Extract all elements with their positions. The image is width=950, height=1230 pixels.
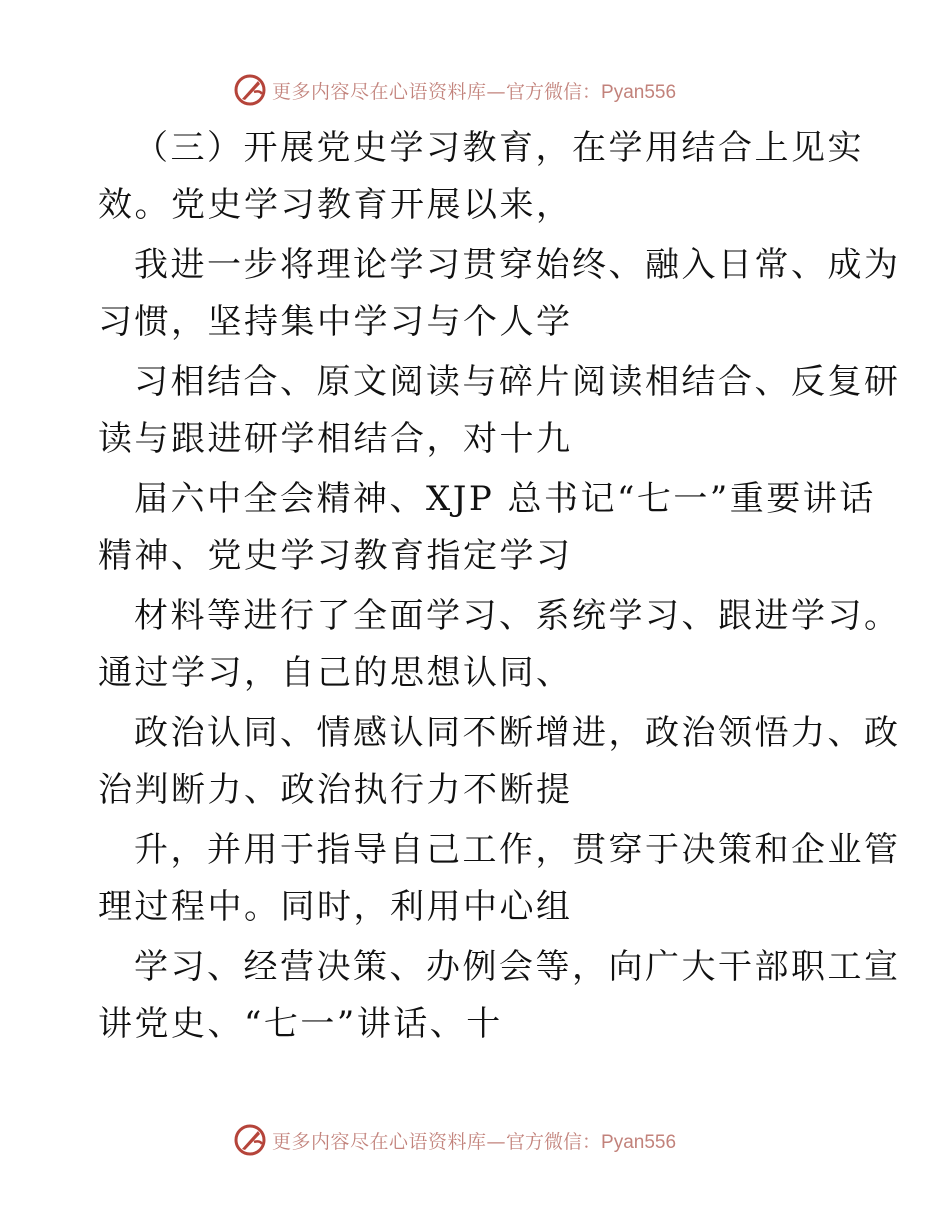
text-line: 读与跟进研学相结合，对十九 (98, 419, 573, 459)
text-line: 习惯，坚持集中学习与个人学 (98, 302, 573, 342)
watermark-text: 更多内容尽在心语资料库— (272, 1130, 507, 1153)
watermark-text: 更多内容尽在心语资料库— (272, 80, 507, 103)
text-line: 习相结合、原文阅读与碎片阅读相结合、反复研 (134, 362, 901, 402)
watermark-header (232, 70, 676, 110)
text-line: 精神、党史学习教育指定学习 (98, 536, 573, 576)
watermark-contact: 官方微信：Pyan556 (506, 1131, 677, 1153)
quill-logo-icon (232, 72, 268, 108)
text-line: 讲党史、“七一”讲话、十 (98, 1004, 503, 1044)
text-line: 学习、经营决策、办例会等，向广大干部职工宣 (134, 947, 901, 987)
text-line: 我进一步将理论学习贯穿始终、融入日常、成为 (134, 245, 901, 285)
text-line: 届六中全会精神、XJP 总书记“七一”重要讲话 (134, 479, 876, 519)
text-line: 理过程中。同时，利用中心组 (98, 887, 573, 927)
quill-logo-icon (232, 1122, 268, 1158)
text-line: 通过学习，自己的思想认同、 (98, 653, 573, 693)
watermark-contact: 官方微信：Pyan556 (506, 81, 677, 103)
watermark-footer (232, 1120, 676, 1160)
text-line: 效。党史学习教育开展以来， (98, 185, 573, 225)
text-line: 政治认同、情感认同不断增进，政治领悟力、政 (134, 713, 901, 753)
text-line: （三）开展党史学习教育，在学用结合上见实 (134, 128, 864, 168)
text-line: 材料等进行了全面学习、系统学习、跟进学习。 (134, 596, 901, 636)
text-line: 升，并用于指导自己工作，贯穿于决策和企业管 (134, 830, 901, 870)
text-line: 治判断力、政治执行力不断提 (98, 770, 573, 810)
